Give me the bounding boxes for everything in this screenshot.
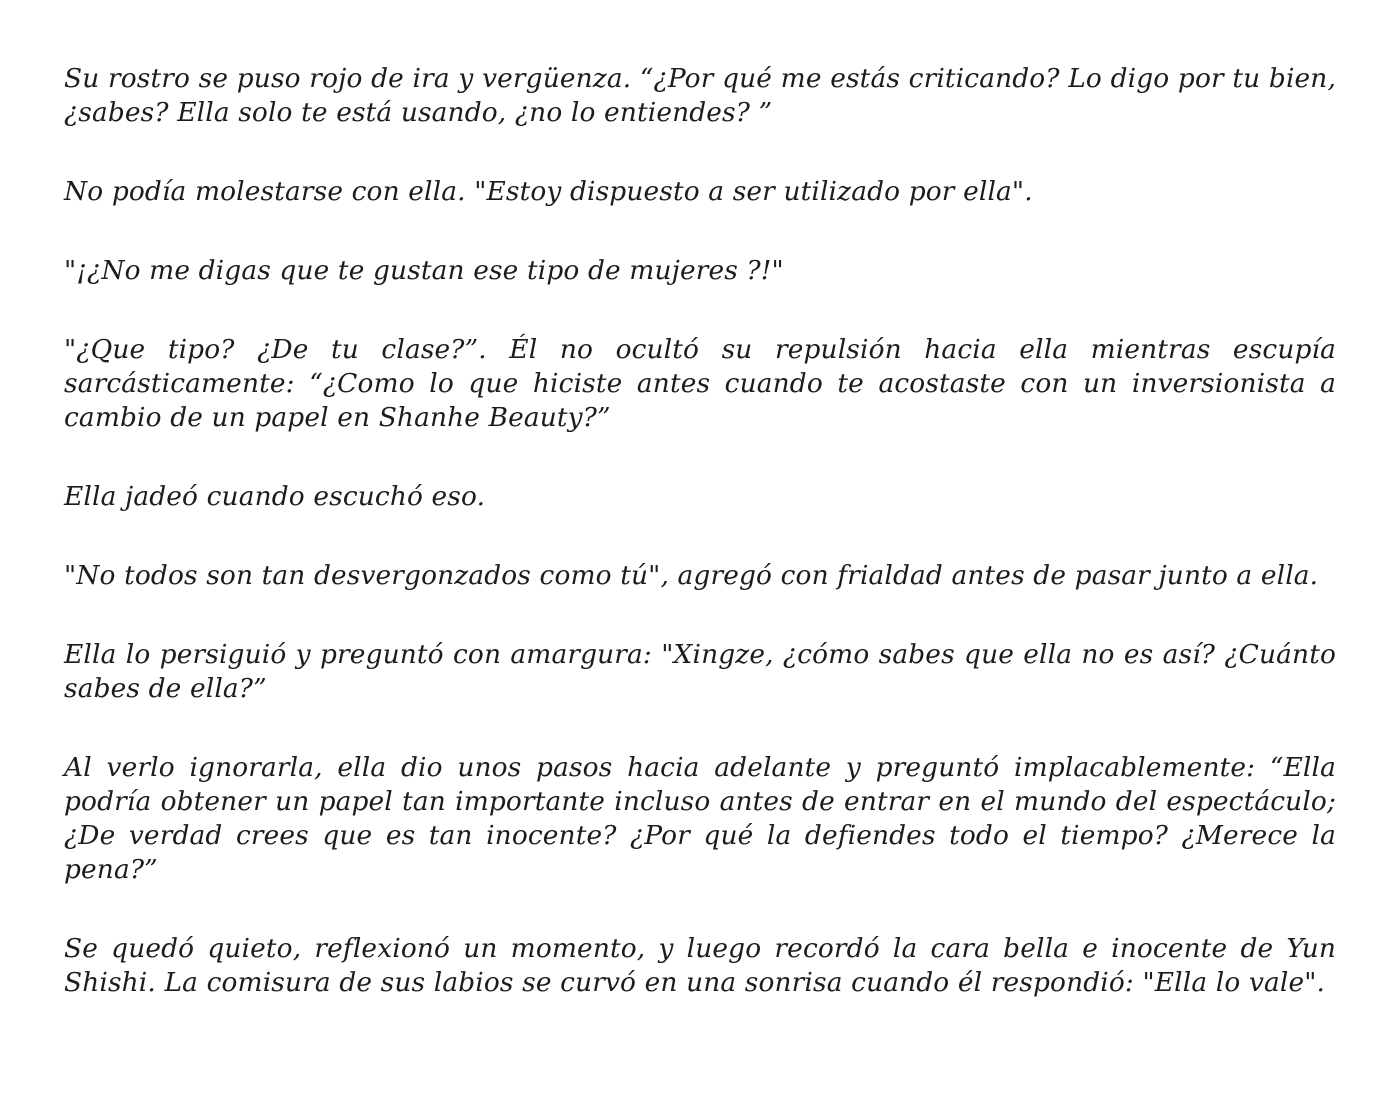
paragraph-5: Ella jadeó cuando escuchó eso. (64, 481, 486, 512)
paragraph-6: "No todos son tan desvergonzados como tú", agregó con frialdad antes de pasar junto a ella. (64, 560, 1319, 591)
paragraph-4: "¿Que tipo? ¿De tu clase?”. Él no ocultó su repulsión hacia ella mientras escupía sarcásticamente: “¿Como lo que hiciste antes cuando te acostaste con un inversionista a cambio de un papel en Shanhe Beauty?” (64, 334, 1336, 433)
paragraph-8: Al verlo ignorarla, ella dio unos pasos hacia adelante y preguntó implacablemente: “Ella podría obtener un papel tan importante incluso antes de entrar en el mundo del espectáculo; ¿De verdad crees que es tan inocente? ¿Por qué la defiendes todo el tiempo? ¿Merece la pena?” (64, 752, 1336, 885)
paragraph-9: Se quedó quieto, reflexionó un momento, y luego recordó la cara bella e inocente de Yun Shishi. La comisura de sus labios se curvó en una sonrisa cuando él respondió: "Ella lo vale". (64, 933, 1336, 998)
document-page (64, 62, 1336, 1000)
paragraph-3: "¡¿No me digas que te gustan ese tipo de mujeres ?!" (64, 255, 784, 286)
paragraph-7: Ella lo persiguió y preguntó con amargura: "Xingze, ¿cómo sabes que ella no es así? ¿Cuánto sabes de ella?” (64, 639, 1336, 704)
paragraph-1: Su rostro se puso rojo de ira y vergüenza. “¿Por qué me estás criticando? Lo digo por tu bien, ¿sabes? Ella solo te está usando, ¿no lo entiendes? ” (64, 63, 1336, 128)
paragraph-2: No podía molestarse con ella. "Estoy dispuesto a ser utilizado por ella". (64, 176, 1033, 207)
